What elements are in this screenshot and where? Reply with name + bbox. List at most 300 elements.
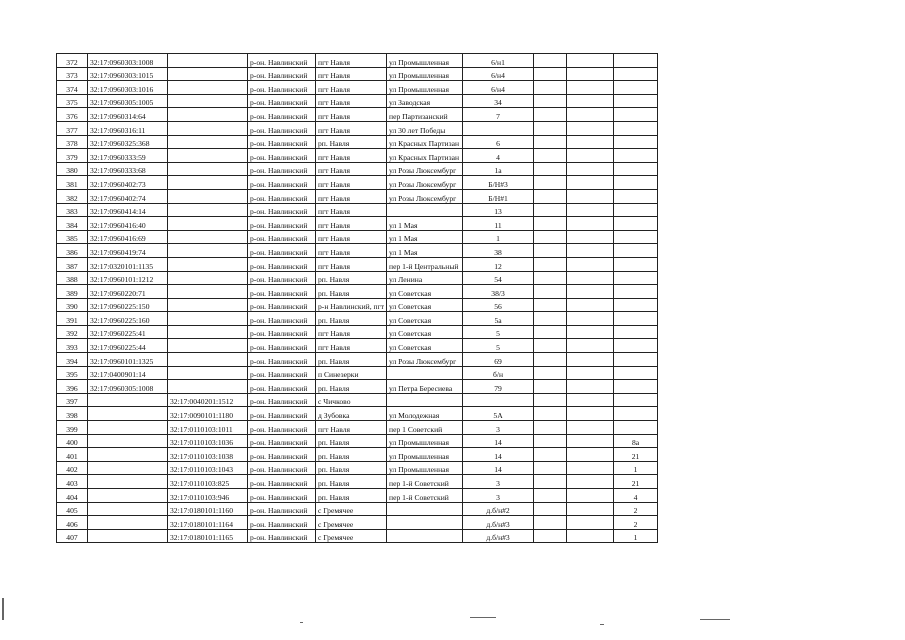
extra-cell: [534, 380, 567, 394]
extra-cell: [534, 244, 567, 258]
house-cell: 1: [463, 230, 534, 244]
street-cell: ул Молодежная: [387, 407, 463, 421]
apartment-cell: [614, 421, 658, 435]
apartment-cell: [614, 353, 658, 367]
locality-cell: пгт Навля: [316, 421, 387, 435]
extra-cell: [567, 461, 614, 475]
cadastral-number-alt: [168, 176, 248, 190]
cadastral-number-alt: [168, 135, 248, 149]
extra-cell: [534, 434, 567, 448]
cadastral-number: [88, 529, 168, 543]
street-cell: ул Промышленная: [387, 81, 463, 95]
row-number: 401: [57, 448, 88, 462]
district-cell: р-он. Навлинский: [248, 461, 316, 475]
extra-cell: [567, 516, 614, 530]
cadastral-number: [88, 434, 168, 448]
house-cell: 1а: [463, 162, 534, 176]
extra-cell: [534, 325, 567, 339]
extra-cell: [534, 339, 567, 353]
street-cell: ул 1 Мая: [387, 217, 463, 231]
apartment-cell: [614, 285, 658, 299]
street-cell: ул Советская: [387, 298, 463, 312]
house-cell: 11: [463, 217, 534, 231]
row-number: 400: [57, 434, 88, 448]
house-cell: 4: [463, 149, 534, 163]
scan-speck: [300, 622, 303, 623]
district-cell: р-он. Навлинский: [248, 176, 316, 190]
locality-cell: п Синезерки: [316, 366, 387, 380]
house-cell: 3: [463, 489, 534, 503]
apartment-cell: [614, 257, 658, 271]
district-cell: р-он. Навлинский: [248, 339, 316, 353]
table-row: [57, 516, 658, 530]
cadastral-number: 32:17:0960333:68: [88, 162, 168, 176]
locality-cell: с Гремячее: [316, 529, 387, 543]
extra-cell: [534, 121, 567, 135]
apartment-cell: [614, 121, 658, 135]
table-row: [57, 461, 658, 475]
district-cell: р-он. Навлинский: [248, 121, 316, 135]
district-cell: р-он. Навлинский: [248, 502, 316, 516]
house-cell: 6: [463, 135, 534, 149]
extra-cell: [534, 502, 567, 516]
cadastral-number-alt: 32:17:0180101:1160: [168, 502, 248, 516]
table-row: [57, 81, 658, 95]
apartment-cell: [614, 81, 658, 95]
locality-cell: пгт Навля: [316, 121, 387, 135]
cadastral-number: 32:17:0960402:73: [88, 176, 168, 190]
extra-cell: [567, 67, 614, 81]
street-cell: пер 1-й Советский: [387, 489, 463, 503]
house-cell: 38: [463, 244, 534, 258]
house-cell: д.б/н#2: [463, 502, 534, 516]
apartment-cell: 21: [614, 475, 658, 489]
district-cell: р-он. Навлинский: [248, 407, 316, 421]
row-number: 389: [57, 285, 88, 299]
extra-cell: [534, 135, 567, 149]
extra-cell: [567, 108, 614, 122]
house-cell: 3: [463, 475, 534, 489]
street-cell: ул 1 Мая: [387, 244, 463, 258]
table-row: [57, 448, 658, 462]
cadastral-number-alt: 32:17:0180101:1164: [168, 516, 248, 530]
extra-cell: [567, 135, 614, 149]
cadastral-number-alt: [168, 217, 248, 231]
table-row: [57, 421, 658, 435]
cadastral-number: 32:17:0960303:1008: [88, 54, 168, 68]
cadastral-number: 32:17:0960416:69: [88, 230, 168, 244]
street-cell: [387, 203, 463, 217]
extra-cell: [534, 285, 567, 299]
cadastral-number-alt: 32:17:0110103:1038: [168, 448, 248, 462]
apartment-cell: [614, 339, 658, 353]
row-number: 399: [57, 421, 88, 435]
locality-cell: рп. Навля: [316, 271, 387, 285]
street-cell: ул Красных Партизан: [387, 149, 463, 163]
table-row: [57, 162, 658, 176]
cadastral-number-alt: 32:17:0090101:1180: [168, 407, 248, 421]
extra-cell: [534, 475, 567, 489]
cadastral-number-alt: [168, 380, 248, 394]
table-row: [57, 407, 658, 421]
apartment-cell: 2: [614, 502, 658, 516]
house-cell: 56: [463, 298, 534, 312]
row-number: 392: [57, 325, 88, 339]
cadastral-number-alt: [168, 94, 248, 108]
district-cell: р-он. Навлинский: [248, 475, 316, 489]
apartment-cell: [614, 407, 658, 421]
house-cell: 6/н1: [463, 54, 534, 68]
district-cell: р-он. Навлинский: [248, 489, 316, 503]
extra-cell: [567, 94, 614, 108]
cadastral-number: 32:17:0960314:64: [88, 108, 168, 122]
table-row: [57, 176, 658, 190]
cadastral-number: 32:17:0960220:71: [88, 285, 168, 299]
locality-cell: с Гремячее: [316, 516, 387, 530]
locality-cell: рп. Навля: [316, 135, 387, 149]
extra-cell: [567, 162, 614, 176]
table-row: [57, 285, 658, 299]
district-cell: р-он. Навлинский: [248, 54, 316, 68]
row-number: 386: [57, 244, 88, 258]
house-cell: 79: [463, 380, 534, 394]
table-row: [57, 257, 658, 271]
street-cell: пер 1-й Советский: [387, 475, 463, 489]
district-cell: р-он. Навлинский: [248, 203, 316, 217]
cadastral-number: 32:17:0960225:41: [88, 325, 168, 339]
locality-cell: рп. Навля: [316, 312, 387, 326]
locality-cell: пгт Навля: [316, 81, 387, 95]
district-cell: р-он. Навлинский: [248, 366, 316, 380]
apartment-cell: [614, 312, 658, 326]
table-row: [57, 380, 658, 394]
locality-cell: д Зубовка: [316, 407, 387, 421]
street-cell: ул 30 лет Победы: [387, 121, 463, 135]
apartment-cell: [614, 162, 658, 176]
cadastral-number-alt: [168, 189, 248, 203]
locality-cell: пгт Навля: [316, 203, 387, 217]
cadastral-number: 32:17:0960225:160: [88, 312, 168, 326]
street-cell: [387, 529, 463, 543]
locality-cell: пгт Навля: [316, 325, 387, 339]
house-cell: 5: [463, 339, 534, 353]
row-number: 397: [57, 393, 88, 407]
house-cell: 3: [463, 421, 534, 435]
apartment-cell: 1: [614, 461, 658, 475]
extra-cell: [534, 529, 567, 543]
house-cell: д.б/н#3: [463, 529, 534, 543]
extra-cell: [567, 217, 614, 231]
apartment-cell: 2: [614, 516, 658, 530]
apartment-cell: [614, 380, 658, 394]
table-row: [57, 149, 658, 163]
table-row: [57, 271, 658, 285]
street-cell: ул Промышленная: [387, 54, 463, 68]
apartment-cell: [614, 217, 658, 231]
row-number: 402: [57, 461, 88, 475]
locality-cell: рп. Навля: [316, 475, 387, 489]
row-number: 393: [57, 339, 88, 353]
row-number: 385: [57, 230, 88, 244]
cadastral-number-alt: [168, 244, 248, 258]
extra-cell: [534, 448, 567, 462]
house-cell: 54: [463, 271, 534, 285]
street-cell: ул Промышленная: [387, 434, 463, 448]
extra-cell: [567, 298, 614, 312]
apartment-cell: [614, 54, 658, 68]
locality-cell: пгт Навля: [316, 94, 387, 108]
street-cell: ул Розы Люксембург: [387, 189, 463, 203]
table-row: [57, 230, 658, 244]
cadastral-number: 32:17:0960225:44: [88, 339, 168, 353]
table-row: [57, 312, 658, 326]
apartment-cell: [614, 94, 658, 108]
cadastral-number: 32:17:0960333:59: [88, 149, 168, 163]
apartment-cell: [614, 298, 658, 312]
house-cell: 5а: [463, 312, 534, 326]
district-cell: р-он. Навлинский: [248, 94, 316, 108]
house-cell: Б/Н#3: [463, 176, 534, 190]
locality-cell: рп. Навля: [316, 285, 387, 299]
cadastral-number-alt: [168, 230, 248, 244]
street-cell: ул Промышленная: [387, 448, 463, 462]
row-number: 395: [57, 366, 88, 380]
extra-cell: [534, 366, 567, 380]
locality-cell: рп. Навля: [316, 380, 387, 394]
cadastral-number-alt: 32:17:0110103:1036: [168, 434, 248, 448]
apartment-cell: [614, 149, 658, 163]
locality-cell: рп. Навля: [316, 434, 387, 448]
house-cell: 69: [463, 353, 534, 367]
cadastral-number-alt: 32:17:0110103:1043: [168, 461, 248, 475]
district-cell: р-он. Навлинский: [248, 312, 316, 326]
table-row: [57, 67, 658, 81]
district-cell: р-он. Навлинский: [248, 353, 316, 367]
row-number: 380: [57, 162, 88, 176]
table-row: [57, 108, 658, 122]
cadastral-number: [88, 407, 168, 421]
table-row: [57, 502, 658, 516]
cadastral-number: [88, 393, 168, 407]
apartment-cell: [614, 393, 658, 407]
district-cell: р-он. Навлинский: [248, 135, 316, 149]
district-cell: р-он. Навлинский: [248, 380, 316, 394]
locality-cell: пгт Навля: [316, 176, 387, 190]
row-number: 374: [57, 81, 88, 95]
cadastral-number-alt: [168, 271, 248, 285]
extra-cell: [534, 230, 567, 244]
extra-cell: [534, 489, 567, 503]
row-number: 379: [57, 149, 88, 163]
cadastral-number: [88, 421, 168, 435]
scan-speck: [2, 598, 4, 620]
district-cell: р-он. Навлинский: [248, 393, 316, 407]
cadastral-number: 32:17:0960402:74: [88, 189, 168, 203]
district-cell: р-он. Навлинский: [248, 67, 316, 81]
street-cell: [387, 502, 463, 516]
extra-cell: [534, 108, 567, 122]
apartment-cell: 4: [614, 489, 658, 503]
apartment-cell: [614, 244, 658, 258]
house-cell: 13: [463, 203, 534, 217]
extra-cell: [567, 448, 614, 462]
district-cell: р-он. Навлинский: [248, 529, 316, 543]
extra-cell: [567, 203, 614, 217]
cadastral-number: [88, 448, 168, 462]
district-cell: р-он. Навлинский: [248, 230, 316, 244]
table-row: [57, 325, 658, 339]
table-row: [57, 434, 658, 448]
row-number: 376: [57, 108, 88, 122]
extra-cell: [567, 353, 614, 367]
locality-cell: пгт Навля: [316, 189, 387, 203]
cadastral-number-alt: [168, 366, 248, 380]
apartment-cell: [614, 176, 658, 190]
cadastral-number: 32:17:0960303:1016: [88, 81, 168, 95]
district-cell: р-он. Навлинский: [248, 421, 316, 435]
street-cell: ул Розы Люксембург: [387, 176, 463, 190]
house-cell: [463, 121, 534, 135]
cadastral-number: 32:17:0960303:1015: [88, 67, 168, 81]
house-cell: 34: [463, 94, 534, 108]
row-number: 381: [57, 176, 88, 190]
district-cell: р-он. Навлинский: [248, 81, 316, 95]
locality-cell: пгт Навля: [316, 67, 387, 81]
extra-cell: [567, 393, 614, 407]
district-cell: р-он. Навлинский: [248, 257, 316, 271]
row-number: 405: [57, 502, 88, 516]
apartment-cell: [614, 366, 658, 380]
locality-cell: пгт Навля: [316, 108, 387, 122]
cadastral-number: 32:17:0960416:40: [88, 217, 168, 231]
extra-cell: [534, 162, 567, 176]
street-cell: ул Розы Люксембург: [387, 162, 463, 176]
row-number: 378: [57, 135, 88, 149]
cadastral-number-alt: [168, 312, 248, 326]
street-cell: ул Промышленная: [387, 67, 463, 81]
row-number: 373: [57, 67, 88, 81]
district-cell: р-он. Навлинский: [248, 162, 316, 176]
table-row: [57, 94, 658, 108]
locality-cell: рп. Навля: [316, 353, 387, 367]
locality-cell: пгт Навля: [316, 54, 387, 68]
cadastral-number: 32:17:0960101:1325: [88, 353, 168, 367]
row-number: 398: [57, 407, 88, 421]
cadastral-number: [88, 461, 168, 475]
district-cell: р-он. Навлинский: [248, 217, 316, 231]
apartment-cell: [614, 189, 658, 203]
extra-cell: [567, 271, 614, 285]
cadastral-number-alt: [168, 149, 248, 163]
table-row: [57, 475, 658, 489]
district-cell: р-он. Навлинский: [248, 108, 316, 122]
extra-cell: [567, 489, 614, 503]
cadastral-number-alt: [168, 339, 248, 353]
apartment-cell: 1: [614, 529, 658, 543]
extra-cell: [567, 407, 614, 421]
district-cell: р-он. Навлинский: [248, 149, 316, 163]
extra-cell: [567, 121, 614, 135]
extra-cell: [534, 393, 567, 407]
extra-cell: [567, 502, 614, 516]
house-cell: 38/3: [463, 285, 534, 299]
cadastral-number: [88, 489, 168, 503]
cadastral-number: 32:17:0960305:1005: [88, 94, 168, 108]
house-cell: 5: [463, 325, 534, 339]
locality-cell: рп. Навля: [316, 489, 387, 503]
cadastral-number-alt: [168, 285, 248, 299]
locality-cell: пгт Навля: [316, 257, 387, 271]
table-row: [57, 393, 658, 407]
extra-cell: [567, 339, 614, 353]
table-row: [57, 489, 658, 503]
cadastral-number-alt: [168, 67, 248, 81]
extra-cell: [534, 189, 567, 203]
address-register-table: [56, 53, 658, 543]
table-row: [57, 366, 658, 380]
cadastral-number: 32:17:0400901:14: [88, 366, 168, 380]
cadastral-number-alt: [168, 298, 248, 312]
street-cell: ул Ленина: [387, 271, 463, 285]
cadastral-number-alt: [168, 108, 248, 122]
locality-cell: пгт Навля: [316, 244, 387, 258]
district-cell: р-он. Навлинский: [248, 448, 316, 462]
row-number: 403: [57, 475, 88, 489]
extra-cell: [567, 421, 614, 435]
row-number: 377: [57, 121, 88, 135]
extra-cell: [567, 176, 614, 190]
table-row: [57, 244, 658, 258]
locality-cell: пгт Навля: [316, 217, 387, 231]
house-cell: 6/н4: [463, 81, 534, 95]
extra-cell: [534, 203, 567, 217]
street-cell: ул Промышленная: [387, 461, 463, 475]
apartment-cell: [614, 325, 658, 339]
house-cell: д.б/н#3: [463, 516, 534, 530]
extra-cell: [534, 149, 567, 163]
street-cell: ул Советская: [387, 325, 463, 339]
row-number: 391: [57, 312, 88, 326]
street-cell: ул Красных Партизан: [387, 135, 463, 149]
district-cell: р-он. Навлинский: [248, 516, 316, 530]
row-number: 406: [57, 516, 88, 530]
extra-cell: [534, 516, 567, 530]
scan-speck: [470, 617, 496, 618]
street-cell: пер Партизанский: [387, 108, 463, 122]
apartment-cell: [614, 203, 658, 217]
row-number: 382: [57, 189, 88, 203]
cadastral-number-alt: [168, 257, 248, 271]
cadastral-number-alt: [168, 353, 248, 367]
house-cell: 14: [463, 448, 534, 462]
extra-cell: [567, 81, 614, 95]
street-cell: ул Петра Бересиева: [387, 380, 463, 394]
row-number: 383: [57, 203, 88, 217]
row-number: 384: [57, 217, 88, 231]
row-number: 375: [57, 94, 88, 108]
cadastral-number: [88, 475, 168, 489]
extra-cell: [534, 81, 567, 95]
apartment-cell: [614, 135, 658, 149]
extra-cell: [534, 176, 567, 190]
cadastral-number: 32:17:0960101:1212: [88, 271, 168, 285]
house-cell: 7: [463, 108, 534, 122]
district-cell: р-он. Навлинский: [248, 285, 316, 299]
cadastral-number-alt: [168, 325, 248, 339]
house-cell: 12: [463, 257, 534, 271]
extra-cell: [567, 325, 614, 339]
district-cell: р-он. Навлинский: [248, 244, 316, 258]
